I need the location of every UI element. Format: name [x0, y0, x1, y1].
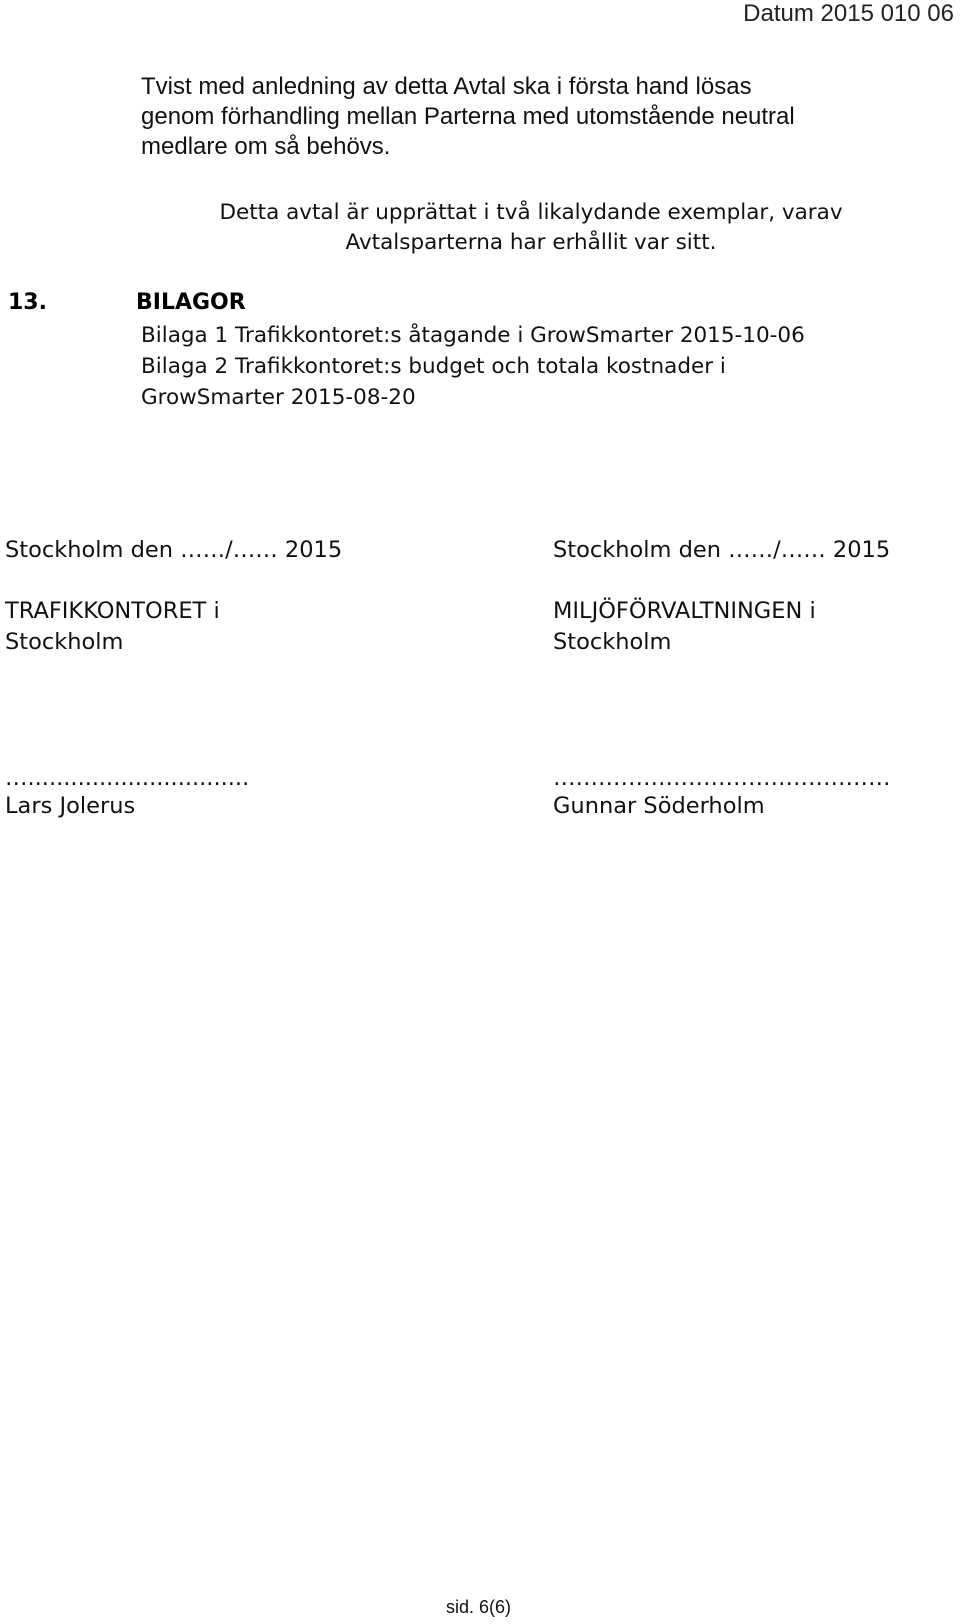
- attachment-line-3: GrowSmarter 2015-08-20: [141, 385, 416, 410]
- page-number: sid. 6(6): [446, 1597, 512, 1617]
- section-heading: [8, 288, 246, 318]
- dispute-line-1: Tvist med anledning av detta Avtal ska i första hand lösas: [141, 73, 752, 100]
- org-right-line-2: Stockholm: [553, 629, 672, 655]
- copies-line-2: Avtalsparterna har erhållit var sitt.: [345, 230, 717, 255]
- place-date-right: Stockholm den ……/…… 2015: [553, 537, 891, 563]
- signer-name-right: Gunnar Söderholm: [553, 793, 765, 819]
- header-date: Datum 2015 010 06: [743, 0, 954, 27]
- org-right-line-1: MILJÖFÖRVALTNINGEN i: [553, 598, 816, 624]
- signature-block-right: [553, 535, 891, 822]
- org-left-line-2: Stockholm: [5, 629, 124, 655]
- attachment-line-1: Bilaga 1 Trafikkontoret:s åtagande i GrowSmarter 2015-10-06: [141, 323, 805, 348]
- copies-line-1: Detta avtal är upprättat i två likalydande exemplar, varav: [219, 200, 843, 225]
- signature-line-right: ………………………………………: [553, 765, 891, 791]
- signature-line-left: …...............................: [5, 765, 250, 791]
- dispute-line-2: genom förhandling mellan Parterna med utomstående neutral: [141, 103, 795, 130]
- signature-block-left: [5, 535, 342, 822]
- dispute-paragraph: [141, 72, 941, 162]
- attachment-line-2: Bilaga 2 Trafikkontoret:s budget och totala kostnader i: [141, 354, 726, 379]
- dispute-line-3: medlare om så behövs.: [141, 133, 391, 160]
- section-title: BILAGOR: [136, 290, 246, 315]
- copies-paragraph: [141, 198, 921, 258]
- place-date-left: Stockholm den ……/…… 2015: [5, 537, 343, 563]
- section-number: 13.: [8, 290, 47, 315]
- org-left-line-1: TRAFIKKONTORET i: [5, 598, 220, 624]
- attachments-list: [141, 320, 941, 413]
- signer-name-left: Lars Jolerus: [5, 793, 136, 819]
